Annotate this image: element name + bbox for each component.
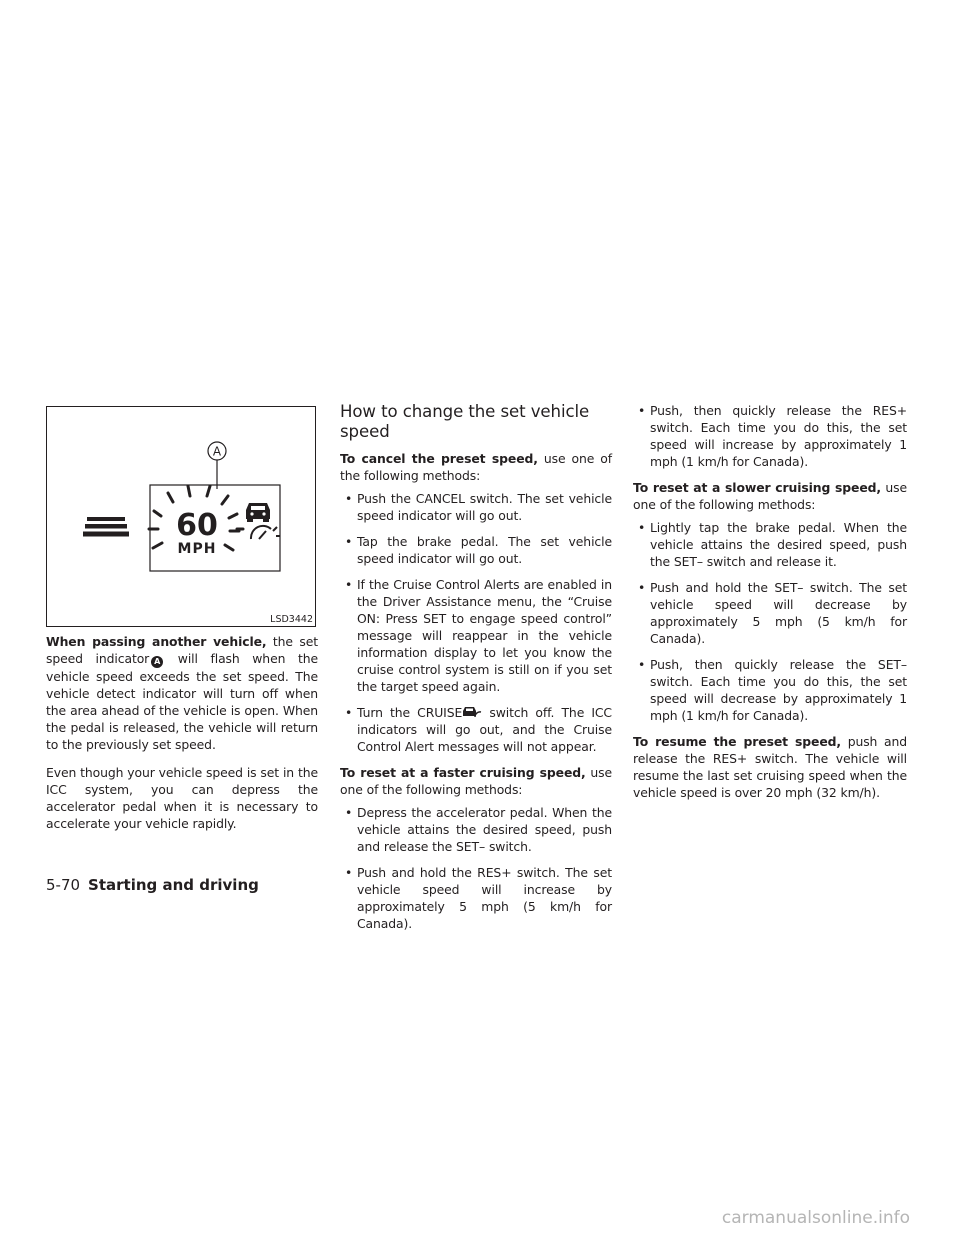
column-3 bbox=[633, 402, 907, 812]
list-item: • Push, then quickly release the SET– switch. Each time you do this, the set speed will decrease by approximately 1 mph (1 km/h for Canada). bbox=[638, 657, 907, 723]
faster-list-continued bbox=[633, 402, 907, 470]
list-item: • Lightly tap the brake pedal. When the vehicle attains the desired speed, push the SET– switch and release it. bbox=[638, 520, 907, 569]
figure-code: LSD3442 bbox=[270, 614, 313, 625]
column-1 bbox=[46, 633, 318, 843]
callout-letter: A bbox=[212, 444, 222, 459]
passing-text-b: will flash when the vehicle speed exceeds the set speed. The vehicle detect indicator will turn off when the area ahead of the vehicle is open. When the pedal is released, the vehicle will return to the previously set speed. bbox=[46, 651, 318, 752]
cancel-paragraph bbox=[340, 450, 612, 484]
column-2 bbox=[340, 402, 612, 941]
set-speed-value: 60 bbox=[176, 508, 218, 543]
vehicle-ahead-icon bbox=[246, 503, 270, 522]
icc-display-figure bbox=[46, 406, 316, 627]
slower-list bbox=[633, 519, 907, 724]
cruise-meter-icon bbox=[251, 526, 280, 539]
section-heading: How to change the set vehicle speed bbox=[340, 402, 590, 441]
slower-rest: use one of the following methods: bbox=[633, 480, 907, 512]
accelerate-paragraph: Even though your vehicle speed is set in the ICC system, you can depress the accelerator pedal when it is necessary to accelerate your vehicle rapidly. bbox=[46, 765, 318, 831]
road-lines-icon bbox=[83, 517, 129, 537]
speed-indicator-illustration bbox=[47, 407, 315, 626]
list-item: • Push and hold the RES+ switch. The set vehicle speed will increase by approximately 5 mph (5 km/h for Canada). bbox=[345, 865, 612, 931]
cruise-switch-icon bbox=[462, 705, 482, 719]
resume-rest: push and release the RES+ switch. The vehicle will resume the last set cruising speed when the vehicle speed is over 20 mph (32 km/h). bbox=[633, 734, 907, 800]
slower-paragraph bbox=[633, 479, 907, 513]
faster-list bbox=[340, 804, 612, 932]
passing-paragraph bbox=[46, 633, 318, 753]
slower-lead: To reset at a slower cruising speed, bbox=[633, 480, 882, 495]
page-footer bbox=[46, 876, 259, 894]
cruise-text-a: Turn the CRUISE bbox=[357, 705, 463, 720]
cancel-rest: use one of the following methods: bbox=[340, 451, 612, 483]
cancel-lead: To cancel the preset speed, bbox=[340, 451, 538, 466]
cruise-text-b: switch off. The ICC indicators will go out, and the Cruise Control Alert messages will not appear. bbox=[357, 705, 612, 754]
page-number: 5-70 bbox=[46, 876, 81, 894]
list-item: • Push the CANCEL switch. The set vehicle speed indicator will go out. bbox=[345, 491, 612, 523]
passing-lead: When passing another vehicle, bbox=[46, 634, 267, 649]
watermark: carmanualsonline.info bbox=[721, 1208, 910, 1228]
list-item: • Turn the CRUISE switch off. The ICC indicators will go out, and the Cruise Control Alert messages will not appear. bbox=[345, 705, 612, 754]
list-item: • Push and hold the SET– switch. The set vehicle speed will decrease by approximately 5 mph (5 km/h for Canada). bbox=[638, 580, 907, 646]
indicator-a-icon: A bbox=[151, 656, 163, 668]
list-item: • Push, then quickly release the RES+ switch. Each time you do this, the set speed will increase by approximately 1 mph (1 km/h for Canada). bbox=[638, 403, 907, 469]
passing-text-a: the set speed indicator bbox=[46, 634, 318, 666]
speed-unit: MPH bbox=[177, 541, 217, 557]
section-title: Starting and driving bbox=[88, 876, 259, 894]
faster-rest: use one of the following methods: bbox=[340, 765, 612, 797]
faster-lead: To reset at a faster cruising speed, bbox=[340, 765, 586, 780]
list-item: • If the Cruise Control Alerts are enabled in the Driver Assistance menu, the “Cruise ON: Press SET to engage speed control” message will reappear in the vehicle information display to let you know the cruise control system is still on if you set the target speed again. bbox=[345, 577, 612, 694]
list-item: • Depress the accelerator pedal. When the vehicle attains the desired speed, push and release the SET– switch. bbox=[345, 805, 612, 854]
resume-paragraph bbox=[633, 733, 907, 801]
faster-paragraph bbox=[340, 764, 612, 798]
list-item: • Tap the brake pedal. The set vehicle speed indicator will go out. bbox=[345, 534, 612, 566]
cancel-list bbox=[340, 490, 612, 755]
resume-lead: To resume the preset speed, bbox=[633, 734, 842, 749]
